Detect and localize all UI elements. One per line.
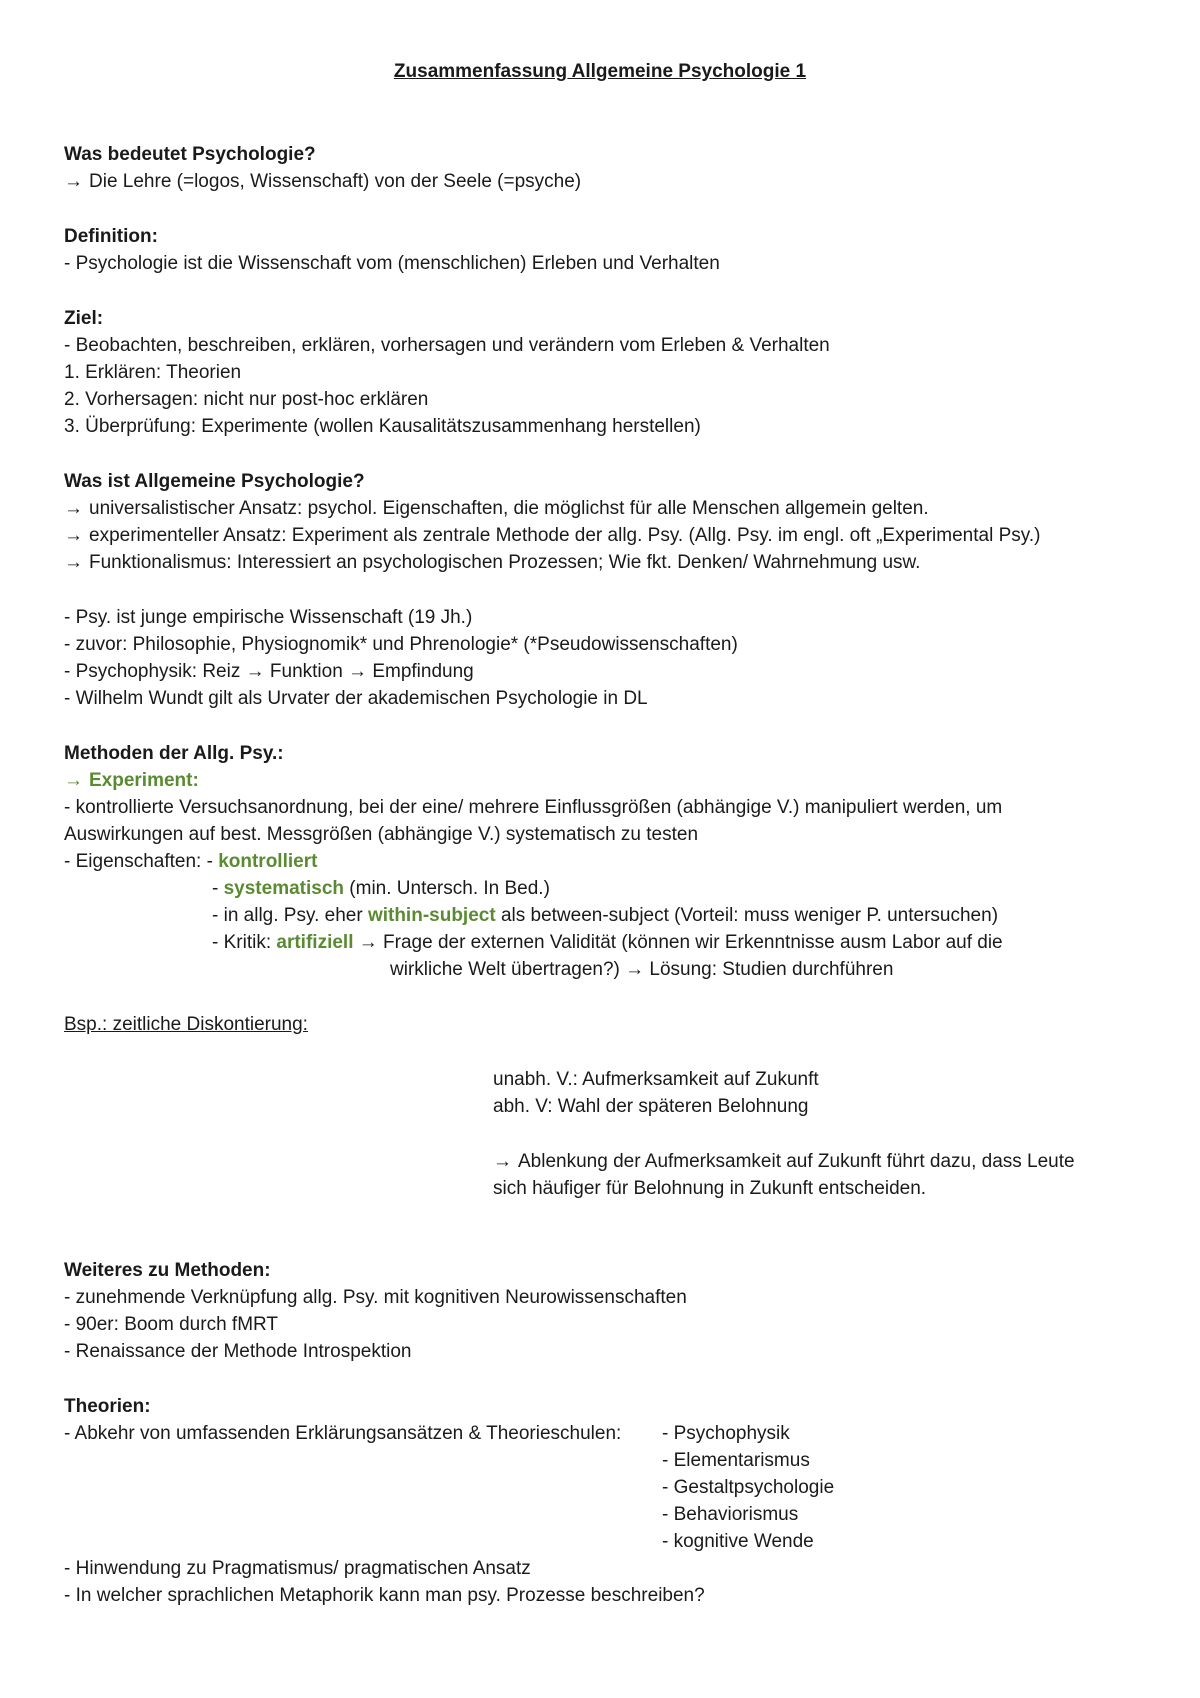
arrow-icon: → <box>64 498 83 519</box>
text-content: universalistischer Ansatz: psychol. Eigenschaften, die möglichst für alle Menschen allgemein gelten. <box>89 498 929 519</box>
text-content: - Eigenschaften: - <box>64 851 219 872</box>
text-line: - Beobachten, beschreiben, erklären, vorhersagen und verändern vom Erleben & Verhalten <box>64 335 830 356</box>
text-line <box>212 904 998 928</box>
text-line: - 90er: Boom durch fMRT <box>64 1314 279 1335</box>
list-item: - Psychophysik <box>662 1423 790 1444</box>
list-item: - Behaviorismus <box>662 1504 799 1525</box>
text-line: - Renaissance der Methode Introspektion <box>64 1341 412 1362</box>
list-item: - kognitive Wende <box>662 1531 814 1552</box>
text-line: - zuvor: Philosophie, Physiognomik* und Phrenologie* (*Pseudowissenschaften) <box>64 634 738 655</box>
text-content: - Kritik: <box>212 932 277 953</box>
text-line <box>64 850 317 874</box>
text-content: experimenteller Ansatz: Experiment als zentrale Methode der allg. Psy. (Allg. Psy. im engl. oft „Experimental Psy.) <box>89 525 1041 546</box>
text-line: - Psychologie ist die Wissenschaft vom (menschlichen) Erleben und Verhalten <box>64 253 720 274</box>
arrow-icon: → <box>64 525 83 546</box>
text-content: - in allg. Psy. eher <box>212 905 368 926</box>
heading-definition: Definition: <box>64 226 158 247</box>
heading-theorien: Theorien: <box>64 1396 151 1417</box>
experiment-label <box>64 769 199 793</box>
list-item: - Elementarismus <box>662 1450 810 1471</box>
heading-was-bedeutet: Was bedeutet Psychologie? <box>64 144 316 165</box>
arrow-icon: → <box>64 770 83 791</box>
highlight-term: kontrolliert <box>218 851 318 872</box>
text-line: 3. Überprüfung: Experimente (wollen Kausalitätszusammenhang herstellen) <box>64 416 701 437</box>
text-content: (min. Untersch. In Bed.) <box>344 878 550 899</box>
text-line <box>493 1150 1075 1174</box>
text-line <box>64 551 920 575</box>
list-item: - Gestaltpsychologie <box>662 1477 835 1498</box>
text-line: - In welcher sprachlichen Metaphorik kann man psy. Prozesse beschreiben? <box>64 1585 705 1606</box>
text-line: - Psy. ist junge empirische Wissenschaft (19 Jh.) <box>64 607 473 628</box>
text-line: - Abkehr von umfassenden Erklärungsansätzen & Theorieschulen: <box>64 1423 622 1444</box>
text-line: 2. Vorhersagen: nicht nur post-hoc erklären <box>64 389 429 410</box>
page-title: Zusammenfassung Allgemeine Psychologie 1 <box>393 61 807 82</box>
highlight-term: within-subject <box>367 905 496 926</box>
highlight-term: systematisch <box>223 878 345 899</box>
text-line <box>64 170 581 194</box>
heading-ziel: Ziel: <box>64 308 104 329</box>
heading-beispiel: Bsp.: zeitliche Diskontierung: <box>64 1014 308 1035</box>
text-line: 1. Erklären: Theorien <box>64 362 242 383</box>
arrow-icon: → <box>64 552 83 573</box>
heading-methoden: Methoden der Allg. Psy.: <box>64 743 284 764</box>
text-content: Ablenkung der Aufmerksamkeit auf Zukunft führt dazu, dass Leute <box>518 1151 1075 1172</box>
text-line <box>212 931 1003 955</box>
arrow-icon: → <box>64 171 83 192</box>
text-line: sich häufiger für Belohnung in Zukunft entscheiden. <box>493 1178 927 1199</box>
text-line: Auswirkungen auf best. Messgrößen (abhängige V.) systematisch zu testen <box>64 824 699 845</box>
highlight-term: artifiziell <box>276 932 354 953</box>
text-content: als between-subject (Vorteil: muss weniger P. untersuchen) <box>495 905 999 926</box>
text-content: Die Lehre (=logos, Wissenschaft) von der Seele (=psyche) <box>89 171 582 192</box>
heading-allgemeine-psychologie: Was ist Allgemeine Psychologie? <box>64 471 365 492</box>
text-line: - kontrollierte Versuchsanordnung, bei der eine/ mehrere Einflussgrößen (abhängige V.) manipuliert werden, um <box>64 797 1003 818</box>
arrow-icon: → <box>493 1151 512 1172</box>
heading-weiteres: Weiteres zu Methoden: <box>64 1260 271 1281</box>
text-content: Experiment: <box>89 770 199 791</box>
text-line: unabh. V.: Aufmerksamkeit auf Zukunft <box>493 1069 819 1090</box>
text-line: - Psychophysik: Reiz → Funktion → Empfindung <box>64 661 474 682</box>
text-line <box>64 524 1040 548</box>
text-line: - Hinwendung zu Pragmatismus/ pragmatischen Ansatz <box>64 1558 531 1579</box>
text-line: - Wilhelm Wundt gilt als Urvater der akademischen Psychologie in DL <box>64 688 648 709</box>
text-line: wirkliche Welt übertragen?) → Lösung: Studien durchführen <box>390 959 894 980</box>
text-line: abh. V: Wahl der späteren Belohnung <box>493 1096 809 1117</box>
text-content: → Frage der externen Validität (können wir Erkenntnisse ausm Labor auf die <box>353 932 1003 953</box>
text-line: - zunehmende Verknüpfung allg. Psy. mit kognitiven Neurowissenschaften <box>64 1287 687 1308</box>
text-content: Funktionalismus: Interessiert an psychologischen Prozessen; Wie fkt. Denken/ Wahrnehmung usw. <box>89 552 921 573</box>
text-line <box>212 877 550 901</box>
text-line <box>64 497 929 521</box>
text-content: - <box>212 878 224 899</box>
